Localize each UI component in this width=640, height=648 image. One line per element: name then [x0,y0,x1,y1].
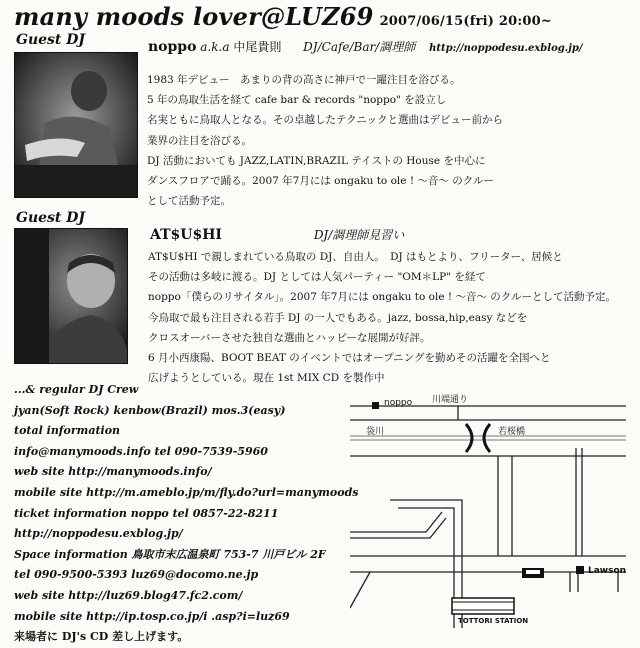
info-line: Space information 鳥取市末広温泉町 753-7 川戸ビル 2F [14,547,326,561]
dj1-heading [148,38,583,55]
info-block [14,380,358,648]
info-line: mobile site http://m.ameblo.jp/m/fly.do?url=manymoods [14,485,359,499]
dj2-bio-line: AT$U$HI で親しまれている鳥取の DJ、自由人。 DJ はもとより、フリーター、居候と [148,251,563,263]
map-label-station: TOTTORI STATION [458,617,529,625]
info-line: web site http://luz69.blog47.fc2.com/ [14,588,243,602]
dj2-heading [150,226,404,243]
guest-dj-label-2: Guest DJ [16,210,86,226]
info-line: 来場者に DJ's CD 差し上げます。 [14,630,189,644]
map-bridge [484,424,490,452]
map-bridge [466,424,472,452]
dj1-aka: a.k.a [200,40,230,54]
noppo-marker [372,402,379,409]
dj1-photo-image [15,53,137,197]
dj1-bio-line: ダンスフロアで踊る。2007 年7月には ongaku to ole ! ～音～ のクルー [147,175,494,188]
info-line: ticket information noppo tel 0857-22-8211 [14,506,279,520]
venue-map [350,388,626,632]
dj2-bio-line: 広げようとしている。現在 1st MIX CD を製作中 [148,372,385,385]
map-road [350,518,446,538]
dj1-bio-line: 5 年の鳥取生活を経て cafe bar & records "noppo" を設立し [147,94,447,107]
map-road [390,500,462,628]
info-line: total information [14,424,121,438]
dj2-bio-line: 6 月小西康陽、BOOT BEAT のイベントではオープニングを勤めその活躍を全国へと [148,352,551,365]
event-name: many moods lover@LUZ69 [14,2,374,31]
dj1-role: DJ/Cafe/Bar/調理師 [303,40,416,54]
dj1-bio [147,70,503,211]
map-road [350,512,442,532]
map-label-lawson: Lawson [588,566,627,576]
dj2-bio [148,247,616,388]
info-line: web site http://manymoods.info/ [14,465,212,479]
dj1-bio-line: 1983 年デビュー あまりの背の高さに神戸で一躍注目を浴びる。 [147,74,461,86]
dj2-photo [14,228,128,364]
map-label-river: 袋川 [366,427,385,437]
venue-marker-inner [526,570,540,574]
dj2-role: DJ/調理師見習い [313,228,405,242]
dj2-bio-line: noppo「僕らのリサイタル」。2007 年7月には ongaku to ole ! ～音～ のクルーとして活動予定。 [148,291,616,304]
dj1-kanji-name: 中尾貴則 [233,40,282,54]
map-label-noppo: noppo [384,398,413,408]
map-road [350,572,370,608]
lawson-marker [576,566,584,574]
info-line: mobile site http://ip.tosp.co.jp/i .asp?i=luz69 [14,609,290,623]
dj1-url[interactable]: http://noppodesu.exblog.jp/ [429,43,583,54]
station-building [452,598,514,614]
map-road [398,508,454,628]
dj1-photo [14,52,138,198]
info-line: jyan(Soft Rock) kenbow(Brazil) mos.3(easy) [14,403,286,417]
dj1-bio-line: として活動予定。 [147,195,231,208]
dj1-name: noppo [148,39,197,55]
dj2-photo-image [15,229,127,363]
map-label-bridge: 若桜橋 [498,427,526,437]
dj2-name: AT$U$HI [150,227,222,243]
info-line: http://noppodesu.exblog.jp/ [14,527,183,541]
dj2-bio-line: その活動は多岐に渡る。DJ としては人気パーティー "OM＊LP" を経て [148,271,486,284]
dj1-bio-line: DJ 活動においても JAZZ,LATIN,BRAZIL テイストの House を中心に [147,154,486,167]
info-line: info@manymoods.info tel 090-7539-5960 [14,444,268,458]
event-title [14,2,552,31]
dj1-bio-line: 業界の注目を浴びる。 [147,134,252,147]
event-date: 2007/06/15(fri) 20:00~ [379,14,552,29]
map-label-river-street: 川端通り [432,395,469,405]
info-line: tel 090-9500-5393 luz69@docomo.ne.jp [14,568,259,582]
dj2-bio-line: クロスオーバーさせた独自な選曲とハッピーな展開が好評。 [148,331,431,344]
dj1-bio-line: 名実ともに鳥取人となる。その卓越したテクニックと選曲はデビュー前から [147,114,503,127]
guest-dj-label-1: Guest DJ [16,32,86,48]
dj2-bio-line: 今鳥取で最も注目される若手 DJ の一人でもある。jazz, bossa,hip,easy などを [148,311,528,324]
info-line: ...& regular DJ Crew [14,383,139,396]
